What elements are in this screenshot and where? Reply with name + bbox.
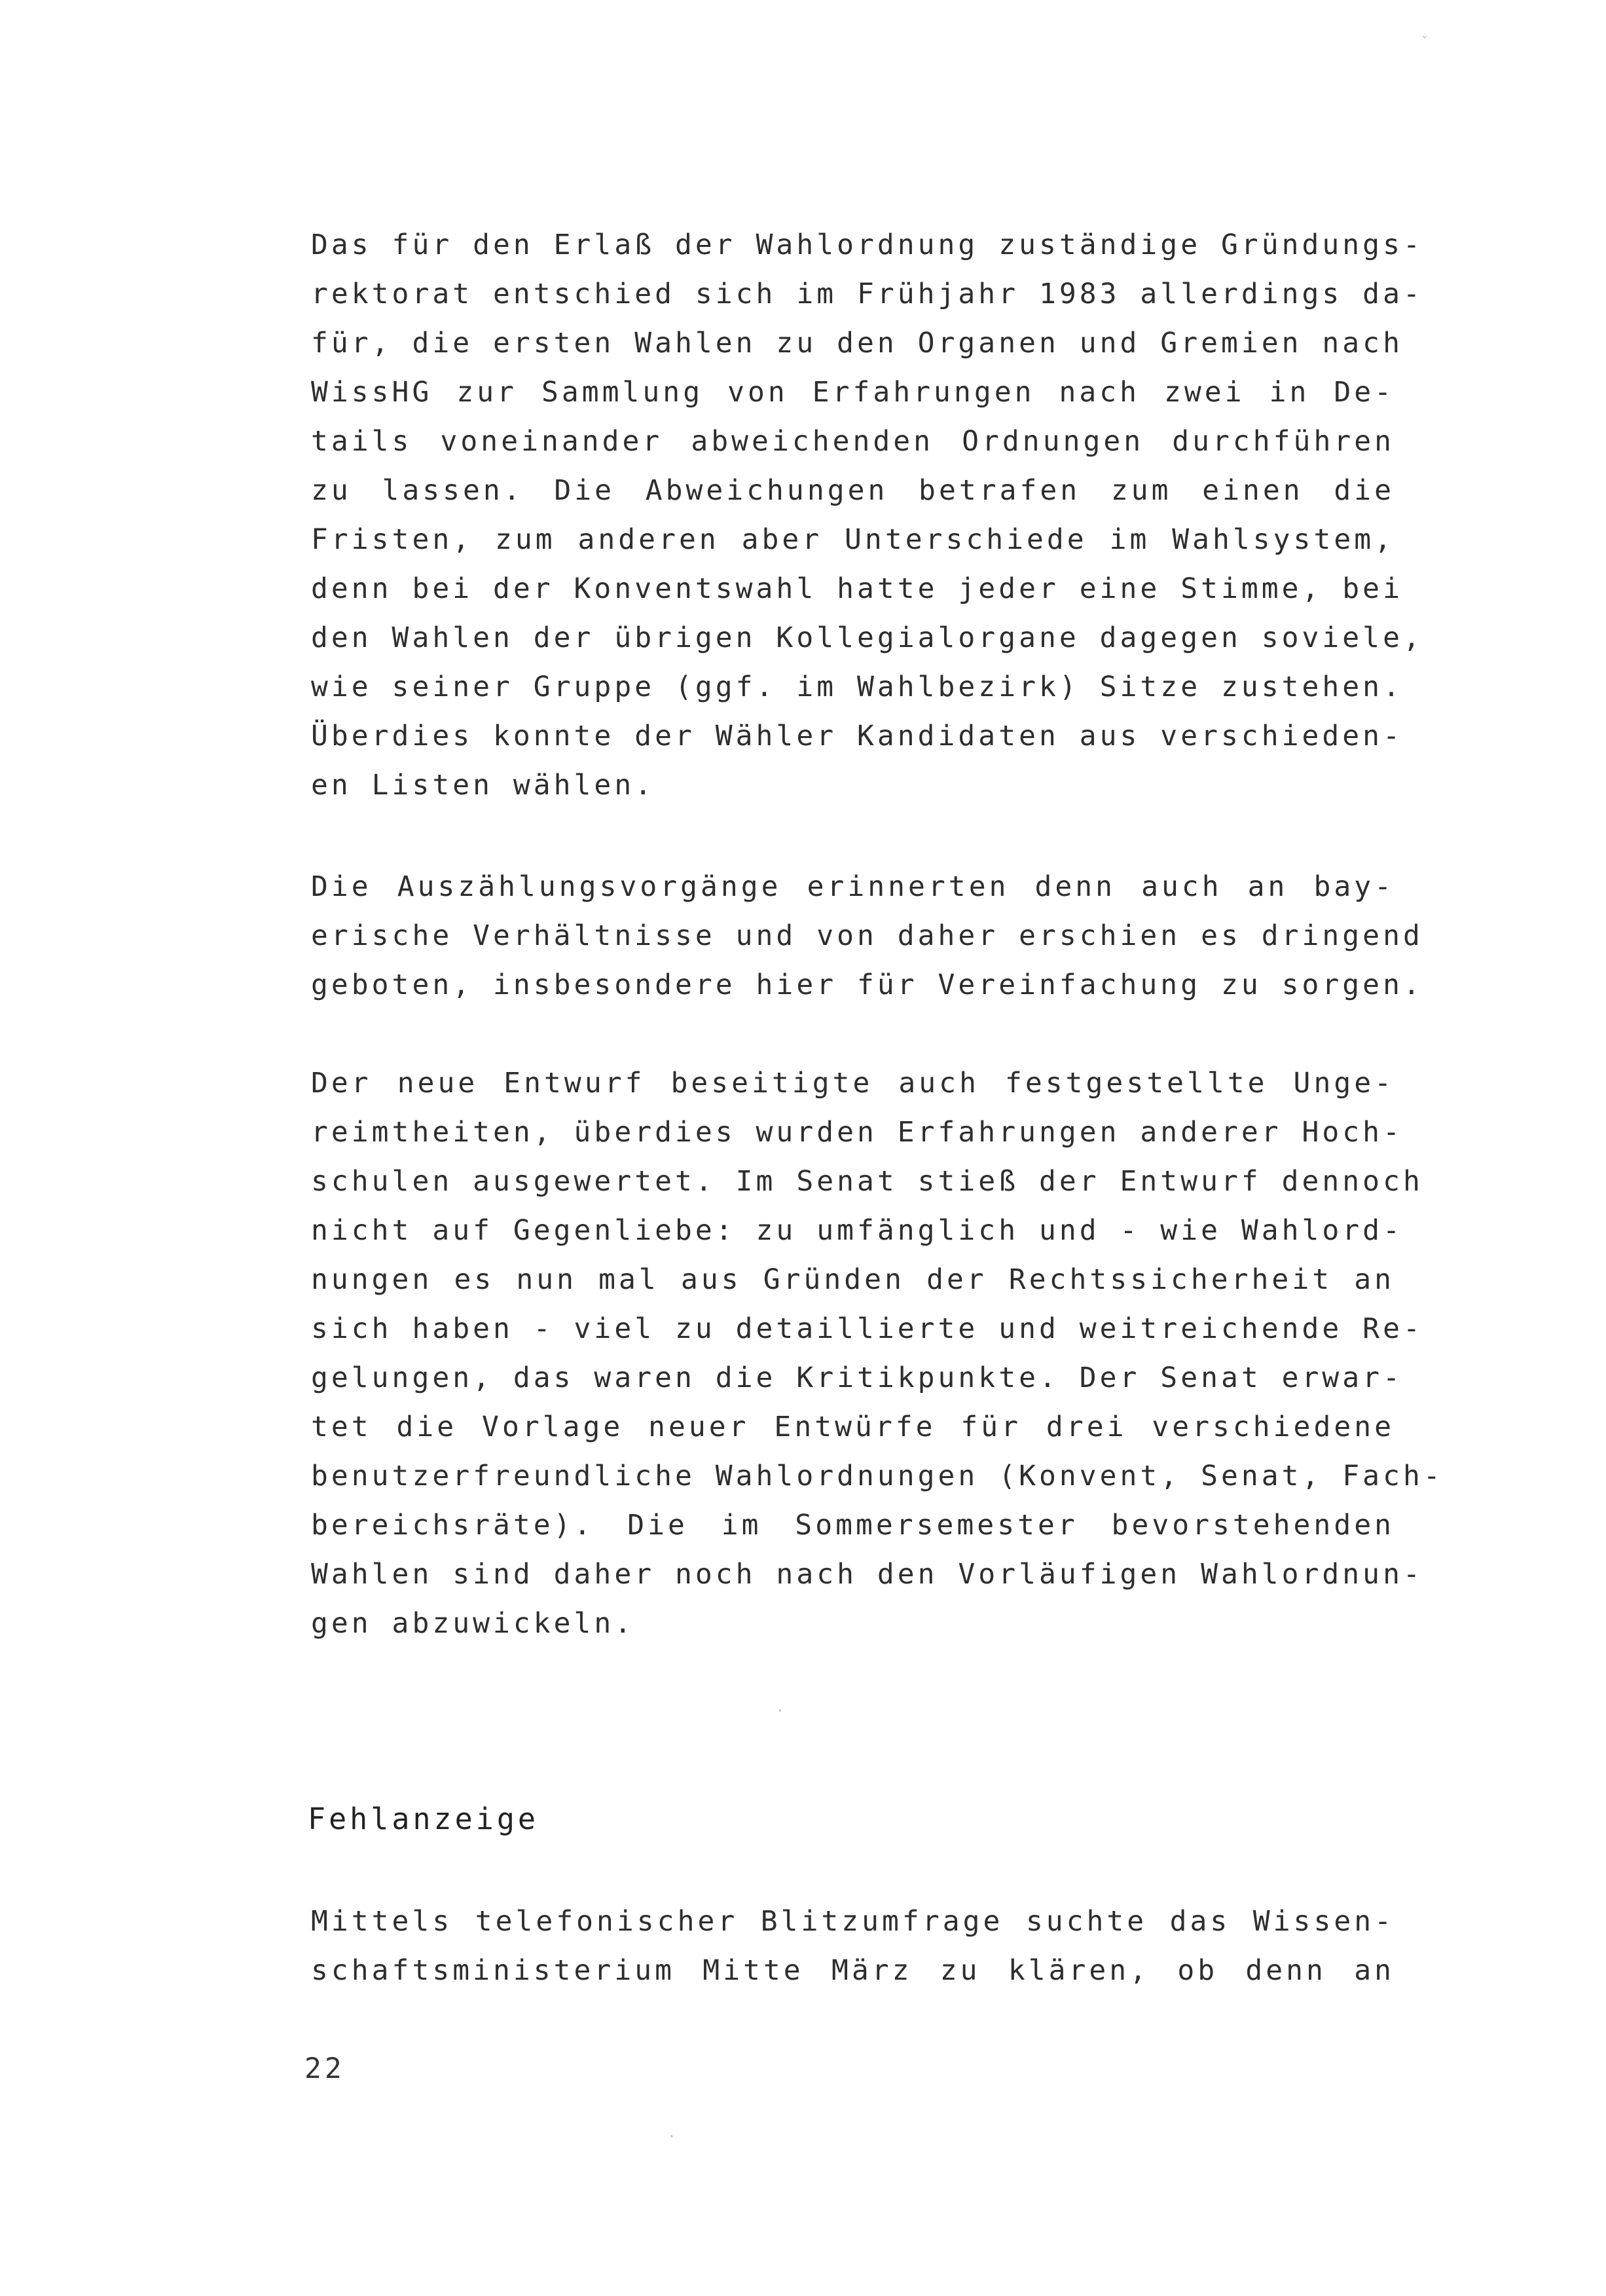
text-line: denn bei der Konventswahl hatte jeder eine Stimme, bei [311,572,1403,605]
text-line: Überdies konnte der Wähler Kandidaten aus verschieden- [311,720,1403,752]
text-line: benutzerfreundliche Wahlordnungen (Konvent, Senat, Fach- [311,1460,1444,1492]
text-line: gen abzuwickeln. [311,1607,635,1640]
text-line: Fristen, zum anderen aber Unterschiede im Wahlsystem, [311,523,1395,556]
text-line: wie seiner Gruppe (ggf. im Wahlbezirk) Sitze zustehen. [311,671,1403,703]
text-line: sich haben - viel zu detaillierte und weitreichende Re- [311,1312,1423,1345]
paragraph-3 [311,1059,1444,1648]
scan-speck: · [668,2128,676,2144]
text-line: Wahlen sind daher noch nach den Vorläufigen Wahlordnun- [311,1558,1423,1591]
scan-speck: · [776,1703,784,1718]
paragraph-4 [311,1897,1395,1995]
text-line: bereichsräte). Die im Sommersemester bevorstehenden [311,1509,1395,1542]
text-line: rektorat entschied sich im Frühjahr 1983 allerdings da- [311,278,1423,310]
text-line: schaftsministerium Mitte März zu klären, ob denn an [311,1954,1395,1987]
text-line: geboten, insbesondere hier für Vereinfachung zu sorgen. [311,969,1423,1001]
text-line: en Listen wählen. [311,769,655,802]
text-line: reimtheiten, überdies wurden Erfahrungen anderer Hoch- [311,1116,1403,1149]
text-line: WissHG zur Sammlung von Erfahrungen nach zwei in De- [311,376,1395,409]
text-line: erische Verhältnisse und von daher erschien es dringend [311,919,1423,952]
text-line: nicht auf Gegenliebe: zu umfänglich und - wie Wahlord- [311,1214,1403,1247]
text-line: Die Auszählungsvorgänge erinnerten denn auch an bay- [311,870,1395,903]
section-heading: Fehlanzeige [308,1802,539,1836]
text-line: Das für den Erlaß der Wahlordnung zuständige Gründungs- [311,229,1423,261]
text-line: gelungen, das waren die Kritikpunkte. Der Senat erwar- [311,1361,1403,1394]
paragraph-1 [311,221,1423,810]
text-line: nungen es nun mal aus Gründen der Rechtssicherheit an [311,1263,1395,1296]
text-line: den Wahlen der übrigen Kollegialorgane dagegen soviele, [311,621,1423,654]
text-line: Der neue Entwurf beseitigte auch festgestellte Unge- [311,1067,1395,1100]
text-line: zu lassen. Die Abweichungen betrafen zum einen die [311,474,1395,507]
text-line: tet die Vorlage neuer Entwürfe für drei verschiedene [311,1411,1395,1443]
text-line: für, die ersten Wahlen zu den Organen und Gremien nach [311,327,1403,360]
text-line: tails voneinander abweichenden Ordnungen durchführen [311,425,1395,458]
paragraph-2 [311,862,1423,1010]
text-line: Mittels telefonischer Blitzumfrage suchte das Wissen- [311,1905,1395,1938]
scan-speck: ˇ [1421,34,1429,50]
text-line: schulen ausgewertet. Im Senat stieß der Entwurf dennoch [311,1165,1423,1198]
page-number: 22 [304,2052,345,2085]
